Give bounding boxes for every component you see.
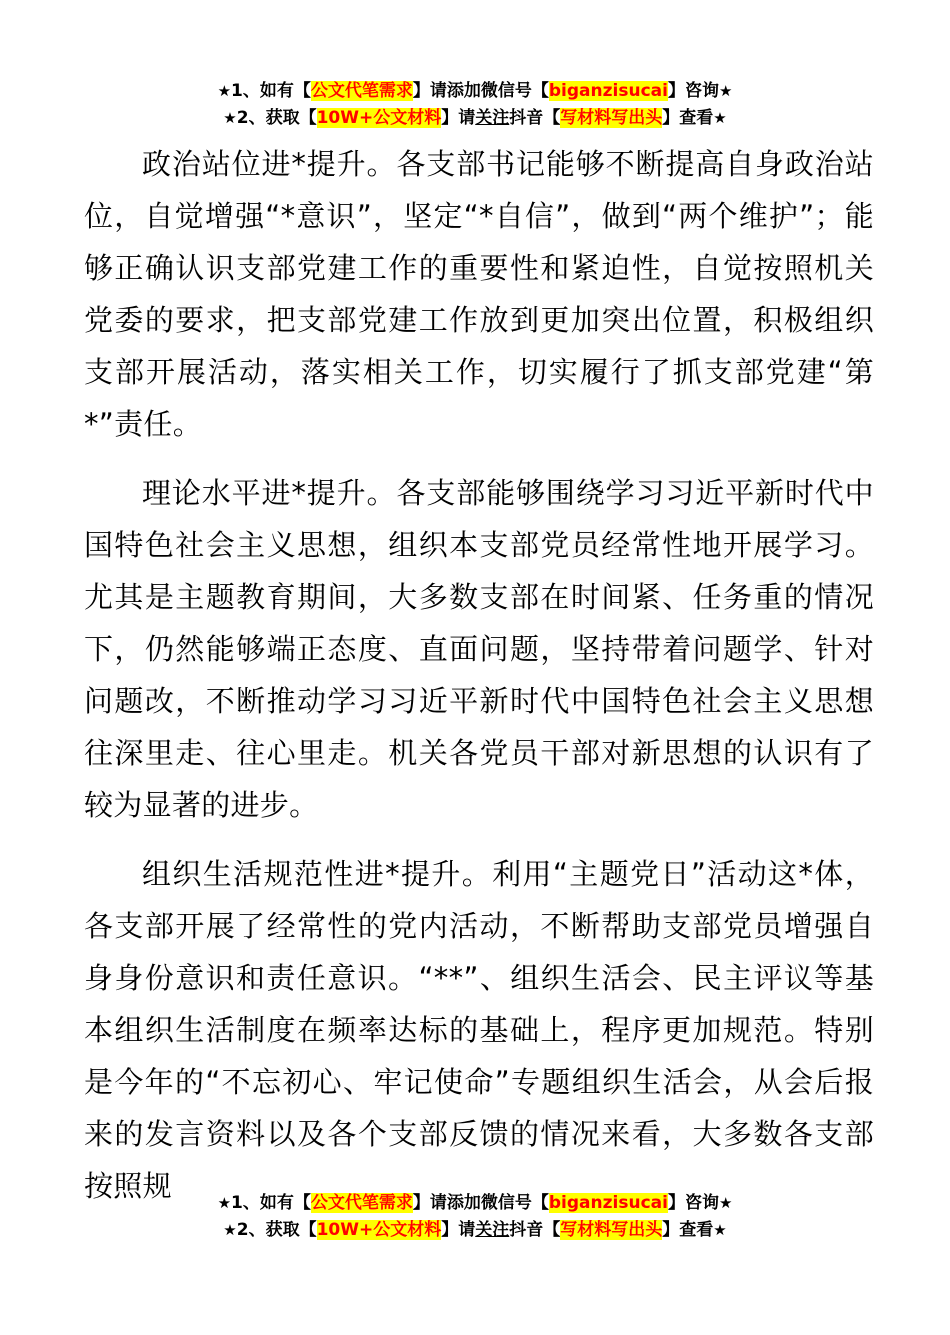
header-line-2 (0, 105, 950, 132)
footer-line-2-suffix: 】查看 (662, 1220, 714, 1240)
footer-line-2-mid1: 】请 (441, 1220, 476, 1240)
header-underline-follow: 关注 (475, 108, 510, 128)
header-line-2-prefix: 2、获取【 (236, 108, 317, 128)
footer-underline-follow: 关注 (475, 1220, 510, 1240)
footer-line-1-suffix: 】咨询 (667, 1193, 719, 1213)
star-icon: ★ (217, 1194, 232, 1212)
footer-highlight-wechat-id: biganzisucai (548, 1193, 668, 1213)
footer-line-1-mid: 】请添加微信号【 (412, 1193, 549, 1213)
footer-banner (0, 1190, 950, 1244)
footer-line-2-prefix: 2、获取【 (236, 1220, 317, 1240)
star-icon: ★ (223, 109, 237, 127)
header-line-1-suffix: 】咨询 (667, 81, 719, 101)
star-icon: ★ (223, 1221, 237, 1239)
header-line-2-mid1: 】请 (441, 108, 476, 128)
header-highlight-service: 公文代笔需求 (310, 81, 413, 101)
header-highlight-wechat-id: biganzisucai (548, 81, 668, 101)
footer-line-2-mid2: 抖音【 (509, 1220, 561, 1240)
star-icon: ★ (217, 82, 232, 100)
footer-highlight-douyin: 写材料写出头 (560, 1220, 663, 1240)
paragraph-organization-life: 组织生活规范性进*提升。利用“主题党日”活动这*体，各支部开展了经常性的党内活动，不断帮助支部党员增强自身身份意识和责任意识。“**”、组织生活会、民主评议等基本组织生活制度在频率达标的基础上，程序更加规范。特别是今年的“不忘初心、牢记使命”专题组织生活会，从会后报来的发言资料以及各个支部反馈的情况来看，大多数各支部按照规 (84, 857, 874, 1203)
header-highlight-douyin: 写材料写出头 (560, 108, 663, 128)
footer-line-1 (0, 1190, 950, 1217)
document-body (84, 138, 874, 1229)
header-line-1-mid: 】请添加微信号【 (412, 81, 549, 101)
header-highlight-materials: 10W+公文材料 (316, 108, 442, 128)
footer-line-2 (0, 1217, 950, 1244)
header-line-2-suffix: 】查看 (662, 108, 714, 128)
footer-highlight-materials: 10W+公文材料 (316, 1220, 442, 1240)
header-line-1 (0, 78, 950, 105)
star-icon: ★ (718, 1194, 733, 1212)
header-line-1-prefix: 1、如有【 (231, 81, 311, 101)
star-icon: ★ (713, 1221, 727, 1239)
paragraph-theory-level: 理论水平进*提升。各支部能够围绕学习习近平新时代中国特色社会主义思想，组织本支部党员经常性地开展学习。尤其是主题教育期间，大多数支部在时间紧、任务重的情况下，仍然能够端正态度、直面问题，坚持带着问题学、针对问题改，不断推动学习习近平新时代中国特色社会主义思想往深里走、往心里走。机关各党员干部对新思想的认识有了较为显著的进步。 (84, 476, 874, 822)
footer-highlight-service: 公文代笔需求 (310, 1193, 413, 1213)
paragraph-political-stance: 政治站位进*提升。各支部书记能够不断提高自身政治站位，自觉增强“*意识”，坚定“*自信”，做到“两个维护”；能够正确认识支部党建工作的重要性和紧迫性，自觉按照机关党委的要求，把支部党建工作放到更加突出位置，积极组织支部开展活动，落实相关工作，切实履行了抓支部党建“第*”责任。 (84, 147, 874, 441)
header-banner (0, 78, 950, 132)
footer-line-1-prefix: 1、如有【 (231, 1193, 311, 1213)
header-line-2-mid2: 抖音【 (509, 108, 561, 128)
star-icon: ★ (718, 82, 733, 100)
star-icon: ★ (713, 109, 727, 127)
